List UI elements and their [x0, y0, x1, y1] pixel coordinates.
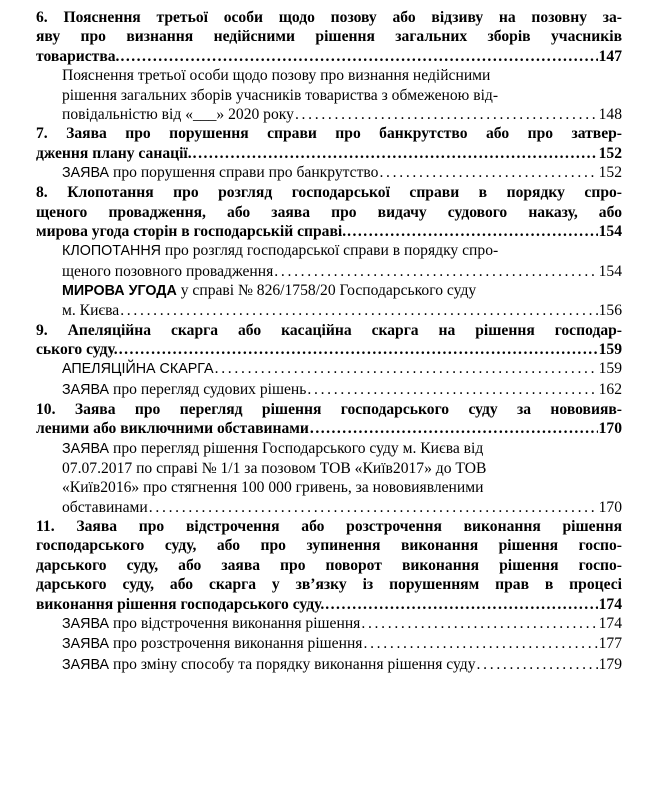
- toc-line: щеного позовного провадження: [62, 262, 274, 280]
- page-number: 152: [598, 163, 622, 181]
- dot-leader: [477, 655, 598, 674]
- toc-subentry[interactable]: [36, 359, 622, 379]
- toc-line: дження плану санації.: [36, 144, 192, 162]
- doc-type-label: АПЕЛЯЦІЙНА СКАРГА: [62, 361, 214, 378]
- dot-leader: [274, 262, 597, 281]
- page-number: 152: [598, 144, 622, 162]
- table-of-contents: [36, 8, 622, 675]
- toc-line: «Київ2016» про стягнення 100 000 гривень, за нововиявленими: [62, 479, 484, 497]
- toc-last-line: [62, 301, 622, 320]
- toc-line: ського суду.: [36, 341, 118, 359]
- toc-line: про розстрочення виконання рішення: [109, 635, 363, 653]
- doc-type-label: ЗАЯВА: [62, 656, 110, 673]
- dot-leader: [215, 359, 598, 378]
- toc-subentry[interactable]: [36, 634, 622, 654]
- page-number: 154: [598, 223, 622, 241]
- toc-line: повідальністю від «___» 2020 року: [62, 105, 294, 123]
- doc-type-label: ЗАЯВА: [62, 164, 110, 181]
- toc-line: у справі № 826/1758/20 Господарського суду: [176, 282, 477, 300]
- toc-last-line: [62, 359, 622, 379]
- toc-subentry[interactable]: [36, 281, 622, 321]
- doc-type-label: ЗАЯВА: [62, 616, 110, 633]
- toc-subentry[interactable]: [36, 614, 622, 634]
- toc-chapter-7[interactable]: [36, 124, 622, 163]
- dot-leader: [361, 614, 597, 633]
- toc-line: обставинами: [62, 498, 148, 516]
- toc-last-line: [36, 419, 622, 438]
- toc-line: м. Києва: [62, 302, 120, 320]
- toc-line: щеного провадження, або заява про видачу судового наказу, або: [36, 203, 622, 221]
- dot-leader: [119, 340, 598, 359]
- doc-type-label: ЗАЯВА: [62, 440, 110, 457]
- toc-line: Пояснення третьої особи щодо позову про визнання недійсними: [62, 67, 491, 85]
- dot-leader: [307, 380, 597, 399]
- doc-type-label: ЗАЯВА: [62, 636, 110, 653]
- toc-last-line: [36, 144, 622, 163]
- toc-line: 7. Заява про порушення справи про банкрутство або про затвер-: [36, 125, 622, 143]
- doc-type-label: ЗАЯВА: [62, 381, 110, 398]
- doc-type-label: КЛОПОТАННЯ: [62, 243, 161, 260]
- page-number: 154: [598, 262, 622, 280]
- dot-leader: [295, 105, 598, 124]
- page-number: 170: [598, 498, 622, 516]
- page-number: 159: [598, 360, 622, 378]
- toc-subentry[interactable]: [36, 241, 622, 281]
- toc-last-line: [36, 340, 622, 359]
- toc-subentry[interactable]: [36, 163, 622, 183]
- toc-last-line: [62, 380, 622, 400]
- toc-line: 8. Клопотання про розгляд господарської справи в порядку спро-: [36, 184, 622, 202]
- toc-line: про зміну способу та порядку виконання рішення суду: [109, 655, 476, 673]
- toc-line: 6. Пояснення третьої особи щодо позову або відзиву на позовну за-: [36, 9, 622, 26]
- dot-leader: [325, 595, 597, 614]
- doc-type-label: МИРОВА УГОДА: [62, 283, 177, 300]
- toc-line: леними або виключними обставинами: [36, 420, 309, 438]
- toc-last-line: [36, 47, 622, 66]
- toc-line: рішення загальних зборів учасників товариства з обмеженою від-: [62, 86, 499, 104]
- page-number: 147: [598, 47, 622, 65]
- page-number: 174: [598, 595, 622, 613]
- toc-line: виконання рішення господарського суду.: [36, 595, 325, 613]
- dot-leader: [193, 144, 598, 163]
- dot-leader: [347, 222, 598, 241]
- toc-subentry[interactable]: [36, 66, 622, 124]
- toc-line: 07.07.2017 по справі № 1/1 за позовом ТОВ «Київ2017» до ТОВ: [62, 460, 487, 478]
- toc-line: мирова угода сторін в господарській справі.: [36, 223, 347, 241]
- toc-last-line: [62, 163, 622, 183]
- toc-line: про розгляд господарської справи в порядку спро-: [161, 242, 499, 260]
- toc-subentry[interactable]: [36, 380, 622, 400]
- page-number: 156: [598, 302, 622, 320]
- toc-subentry[interactable]: [36, 655, 622, 675]
- toc-line: про перегляд судових рішень: [109, 380, 307, 398]
- toc-last-line: [62, 498, 622, 517]
- dot-leader: [149, 498, 598, 517]
- toc-last-line: [62, 262, 622, 281]
- dot-leader: [120, 301, 597, 320]
- toc-line: дарського суду, або заява про поворот виконання рішення госпо-: [36, 556, 622, 574]
- toc-chapter-8[interactable]: [36, 183, 622, 241]
- dot-leader: [120, 47, 597, 66]
- toc-line: про перегляд рішення Господарського суду м. Києва від: [109, 439, 484, 457]
- toc-last-line: [62, 655, 622, 675]
- toc-line: господарського суду, або про зупинення виконання рішення госпо-: [36, 537, 622, 555]
- page-number: 177: [598, 635, 622, 653]
- toc-line: 11. Заява про відстрочення або розстрочення виконання рішення: [36, 518, 622, 536]
- toc-line: про відстрочення виконання рішення: [109, 615, 361, 633]
- toc-last-line: [36, 595, 622, 614]
- page-number: 170: [598, 420, 622, 438]
- toc-chapter-10[interactable]: [36, 400, 622, 439]
- toc-line: 9. Апеляційна скарга або касаційна скарга на рішення господар-: [36, 321, 622, 339]
- dot-leader: [310, 419, 598, 438]
- page-number: 159: [598, 341, 622, 359]
- dot-leader: [379, 163, 597, 182]
- toc-chapter-9[interactable]: [36, 321, 622, 360]
- toc-line: 10. Заява про перегляд рішення господарського суду за нововияв-: [36, 401, 622, 419]
- dot-leader: [363, 634, 597, 653]
- page-number: 179: [598, 655, 622, 673]
- toc-subentry[interactable]: [36, 439, 622, 517]
- toc-last-line: [62, 634, 622, 654]
- toc-chapter-6[interactable]: [36, 8, 622, 66]
- toc-line: товариства.: [36, 47, 120, 65]
- toc-last-line: [62, 105, 622, 124]
- page-number: 148: [598, 105, 622, 123]
- toc-line: про порушення справи про банкрутство: [109, 163, 379, 181]
- page-number: 162: [598, 380, 622, 398]
- toc-line: яву про визнання недійсними рішення загальних зборів учасників: [36, 28, 622, 46]
- page-number: 174: [598, 615, 622, 633]
- toc-last-line: [36, 222, 622, 241]
- toc-chapter-11[interactable]: [36, 517, 622, 614]
- toc-last-line: [62, 614, 622, 634]
- toc-line: дарського суду, або скарга у зв’язку із порушенням прав в процесі: [36, 576, 622, 594]
